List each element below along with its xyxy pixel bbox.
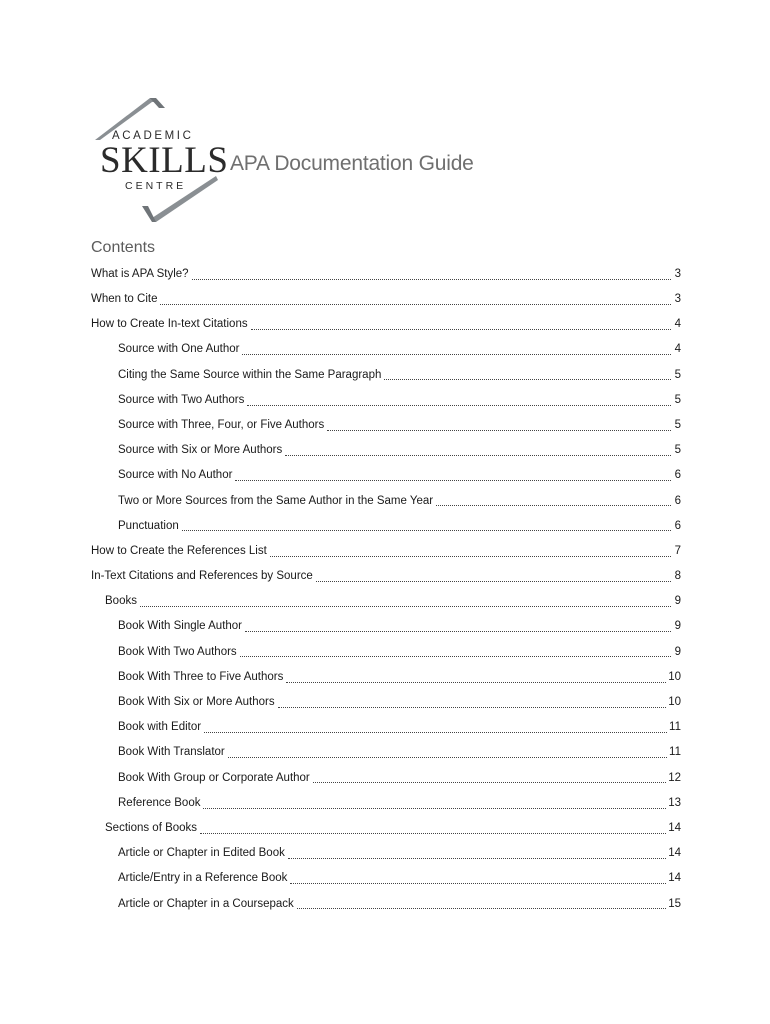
toc-entry[interactable] <box>91 464 681 489</box>
toc-entry-page: 10 <box>668 670 681 683</box>
toc-entry-title: Article or Chapter in a Coursepack <box>118 897 294 910</box>
toc-entry-page: 14 <box>668 821 681 834</box>
toc-dot-leader <box>247 404 671 406</box>
toc-dot-leader <box>270 555 671 557</box>
toc-entry-title: Sections of Books <box>105 821 198 834</box>
toc-entry[interactable] <box>91 816 681 841</box>
toc-entry[interactable] <box>91 312 681 337</box>
toc-entry[interactable] <box>91 338 681 363</box>
toc-entry[interactable] <box>91 615 681 640</box>
toc-dot-leader <box>288 857 666 859</box>
toc-entry-title: In-Text Citations and References by Source <box>91 570 313 583</box>
toc-dot-leader <box>278 706 667 708</box>
toc-entry-page: 14 <box>668 847 681 860</box>
academic-skills-centre-logo <box>92 96 229 226</box>
toc-entry[interactable] <box>91 690 681 715</box>
toc-entry-title: Article or Chapter in Edited Book <box>118 847 285 860</box>
toc-entry-page: 6 <box>674 469 681 482</box>
toc-entry-title: How to Create In-text Citations <box>91 318 248 331</box>
toc-dot-leader <box>384 378 671 380</box>
toc-dot-leader <box>228 756 667 758</box>
toc-entry-page: 5 <box>674 393 681 406</box>
document-title: APA Documentation Guide <box>230 152 474 175</box>
toc-entry-title: Book With Translator <box>118 746 225 759</box>
toc-dot-leader <box>140 605 671 607</box>
toc-entry-title: Two or More Sources from the Same Author in the Same Year <box>118 494 434 507</box>
toc-entry-title: Source with Six or More Authors <box>118 444 283 457</box>
toc-entry-page: 5 <box>674 418 681 431</box>
toc-entry-title: Book With Group or Corporate Author <box>118 771 310 784</box>
toc-entry-title: Source with One Author <box>118 343 240 356</box>
toc-entry-page: 13 <box>668 796 681 809</box>
toc-entry-page: 11 <box>669 721 681 734</box>
toc-entry-title: Book With Three to Five Authors <box>118 670 284 683</box>
toc-entry-page: 3 <box>674 293 681 306</box>
toc-entry-title: Source with Three, Four, or Five Authors <box>118 418 325 431</box>
toc-entry[interactable] <box>91 741 681 766</box>
toc-entry-page: 11 <box>669 746 681 759</box>
toc-entry-page: 9 <box>674 645 681 658</box>
toc-entry[interactable] <box>91 766 681 791</box>
toc-entry[interactable] <box>91 539 681 564</box>
toc-entry[interactable] <box>91 514 681 539</box>
toc-entry-title: Source with No Author <box>118 469 233 482</box>
toc-dot-leader <box>242 353 671 355</box>
toc-dot-leader <box>240 655 671 657</box>
toc-entry-page: 8 <box>674 570 681 583</box>
toc-dot-leader <box>182 529 671 531</box>
toc-entry-page: 12 <box>668 771 681 784</box>
toc-entry-title: Book With Two Authors <box>118 645 237 658</box>
toc-entry[interactable] <box>91 413 681 438</box>
toc-entry-title: How to Create the References List <box>91 544 267 557</box>
toc-entry[interactable] <box>91 438 681 463</box>
toc-entry-page: 6 <box>674 494 681 507</box>
toc-entry-title: Book With Single Author <box>118 620 243 633</box>
toc-entry[interactable] <box>91 715 681 740</box>
toc-dot-leader <box>200 832 666 834</box>
toc-entry[interactable] <box>91 867 681 892</box>
toc-entry[interactable] <box>91 287 681 312</box>
toc-entry-title: Reference Book <box>118 796 201 809</box>
toc-entry-title: When to Cite <box>91 293 158 306</box>
toc-entry[interactable] <box>91 589 681 614</box>
toc-entry-title: Citing the Same Source within the Same Paragraph <box>118 368 382 381</box>
toc-dot-leader <box>160 303 671 305</box>
logo-line-centre: CENTRE <box>125 180 187 192</box>
toc-entry[interactable] <box>91 791 681 816</box>
toc-entry-title: Article/Entry in a Reference Book <box>118 872 288 885</box>
toc-entry[interactable] <box>91 841 681 866</box>
toc-entry-title: Source with Two Authors <box>118 393 245 406</box>
toc-entry-page: 5 <box>674 444 681 457</box>
toc-dot-leader <box>251 328 671 330</box>
toc-dot-leader <box>313 781 666 783</box>
toc-dot-leader <box>290 882 666 884</box>
logo-line-academic: ACADEMIC <box>112 130 194 142</box>
toc-entry[interactable] <box>91 564 681 589</box>
toc-entry-title: What is APA Style? <box>91 267 189 280</box>
toc-entry-title: Punctuation <box>118 519 179 532</box>
toc-entry-page: 4 <box>674 318 681 331</box>
toc-dot-leader <box>327 429 671 431</box>
toc-dot-leader <box>286 681 666 683</box>
toc-entry[interactable] <box>91 489 681 514</box>
toc-entry[interactable] <box>91 363 681 388</box>
toc-dot-leader <box>316 580 671 582</box>
toc-entry-page: 9 <box>674 595 681 608</box>
toc-entry-title: Book with Editor <box>118 721 202 734</box>
contents-heading: Contents <box>91 239 156 256</box>
toc-dot-leader <box>235 479 671 481</box>
toc-entry-page: 6 <box>674 519 681 532</box>
toc-entry[interactable] <box>91 388 681 413</box>
toc-dot-leader <box>297 907 666 909</box>
toc-entry-page: 7 <box>674 544 681 557</box>
toc-entry-page: 14 <box>668 872 681 885</box>
toc-dot-leader <box>204 731 667 733</box>
toc-entry[interactable] <box>91 640 681 665</box>
toc-entry-page: 15 <box>668 897 681 910</box>
toc-dot-leader <box>285 454 671 456</box>
toc-entry-title: Books <box>105 595 137 608</box>
toc-dot-leader <box>203 807 666 809</box>
toc-dot-leader <box>436 504 671 506</box>
toc-entry[interactable] <box>91 262 681 287</box>
toc-entry[interactable] <box>91 665 681 690</box>
toc-entry-page: 4 <box>674 343 681 356</box>
toc-entry-page: 3 <box>674 267 681 280</box>
toc-entry-page: 10 <box>668 696 681 709</box>
toc-entry-page: 9 <box>674 620 681 633</box>
toc-entry-page: 5 <box>674 368 681 381</box>
logo-line-skills: SKILLS <box>100 140 229 181</box>
toc-dot-leader <box>245 630 671 632</box>
toc-entry[interactable] <box>91 892 681 917</box>
toc-dot-leader <box>192 278 671 280</box>
toc-entry-title: Book With Six or More Authors <box>118 696 275 709</box>
table-of-contents <box>91 262 681 917</box>
